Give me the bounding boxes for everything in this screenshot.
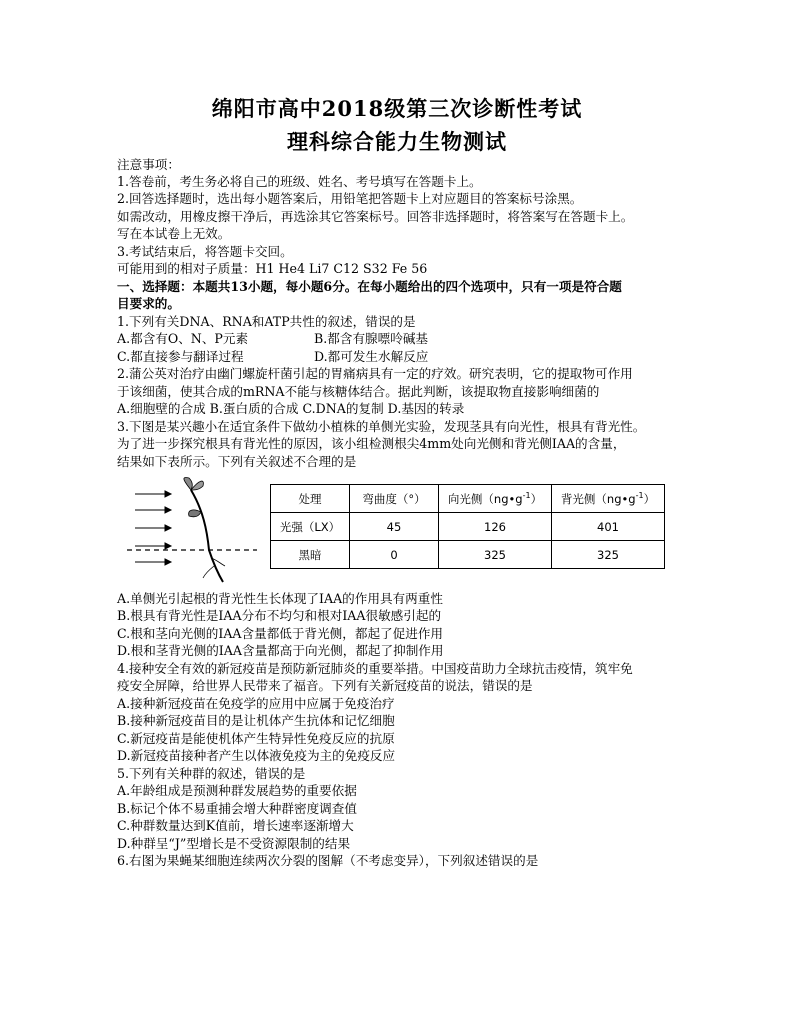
iaa-results-table — [270, 484, 665, 569]
table-cell: 黑暗 — [271, 541, 350, 569]
q4-option-c: C.新冠疫苗是能使机体产生特异性免疫反应的抗原 — [117, 731, 395, 746]
notes-heading: 注意事项： — [117, 157, 180, 172]
q4-option-d: D.新冠疫苗接种者产生以体液免疫为主的免疫反应 — [117, 748, 396, 763]
q1-option-d: D.都可发生水解反应 — [314, 349, 429, 364]
table-row — [271, 541, 665, 569]
q3-stem-cont2: 结果如下表所示。下列有关叙述不合理的是 — [117, 454, 357, 469]
q6-stem: 6.右图为果蝇某细胞连续两次分裂的图解（不考虑变异），下列叙述错误的是 — [117, 853, 539, 868]
section-heading: 一、选择题：本题共13小题，每小题6分。在每小题给出的四个选项中，只有一项是符合题 — [117, 279, 622, 294]
q4-option-a: A.接种新冠疫苗在免疫学的应用中应属于免疫治疗 — [117, 696, 395, 711]
table-cell: 0 — [350, 541, 439, 569]
exam-title: 绵阳市高中2018级第三次诊断性考试 — [211, 96, 583, 121]
q4-stem-cont: 疫安全屏障，给世界人民带来了福音。下列有关新冠疫苗的说法，错误的是 — [117, 678, 533, 693]
note-3: 3.考试结束后，将答题卡交回。 — [117, 244, 293, 259]
note-1: 1.答卷前，考生务必将自己的班级、姓名、考号填写在答题卡上。 — [117, 174, 482, 189]
q5-option-b: B.标记个体不易重捕会增大种群密度调查值 — [117, 801, 357, 816]
q1-option-a: A.都含有O、N、P元素 — [117, 331, 249, 346]
note-2-cont: 如需改动，用橡皮擦干净后，再选涂其它答案标号。回答非选择题时，将答案写在答题卡上。 — [117, 209, 634, 224]
table-header-cell: 背光侧$(ng•g^{-1})$ — [552, 485, 665, 513]
q5-option-a: A.年龄组成是预测种群发展趋势的重要依据 — [117, 783, 357, 798]
q2-stem-cont: 于该细菌，使其合成的mRNA不能与核糖体结合。据此判断，该提取物直接影响细菌的 — [117, 384, 600, 399]
exam-subtitle: 理科综合能力生物测试 — [287, 129, 507, 154]
q3-option-a: A.单侧光引起根的背光性生长体现了IAA的作用具有两重性 — [117, 591, 443, 606]
q4-option-b: B.接种新冠疫苗目的是让机体产生抗体和记忆细胞 — [117, 713, 395, 728]
q3-stem: 3.下图是某兴趣小在适宜条件下做幼小植株的单侧光实验，发现茎具有向光性，根具有背光性。 — [117, 419, 646, 434]
q1-option-b: B.都含有腺嘌呤碱基 — [314, 331, 429, 346]
table-header-row — [271, 485, 665, 513]
atomic-masses: 可能用到的相对子质量：H1 He4 Li7 C12 S32 Fe 56 — [117, 261, 428, 276]
plant-seedling-diagram — [117, 474, 267, 586]
note-2: 2.回答选择题时，选出每小题答案后，用铅笔把答题卡上对应题目的答案标号涂黑。 — [117, 191, 583, 206]
table-header-cell: 处理 — [271, 485, 350, 513]
table-cell: 45 — [350, 513, 439, 541]
q4-stem: 4.接种安全有效的新冠疫苗是预防新冠肺炎的重要举措。中国疫苗助力全球抗击疫情，筑牢免 — [117, 661, 633, 676]
q5-option-c: C.种群数量达到K值前，增长速率逐渐增大 — [117, 818, 354, 833]
q3-option-b: B.根具有背光性是IAA分布不均匀和根对IAA很敏感引起的 — [117, 608, 442, 623]
table-cell: 401 — [552, 513, 665, 541]
section-heading-cont: 目要求的。 — [117, 296, 180, 311]
table-cell: 126 — [439, 513, 552, 541]
q3-option-c: C.根和茎向光侧的IAA含量都低于背光侧，都起了促进作用 — [117, 626, 444, 641]
table-header-cell: 弯曲度（°） — [350, 485, 439, 513]
q5-stem: 5.下列有关种群的叙述，错误的是 — [117, 766, 306, 781]
q5-option-d: D.种群呈“J”型增长是不受资源限制的结果 — [117, 836, 351, 851]
table-cell: 光强（LX） — [271, 513, 350, 541]
table-cell: 325 — [552, 541, 665, 569]
q1-stem: 1.下列有关DNA、RNA和ATP共性的叙述，错误的是 — [117, 314, 416, 329]
note-2-cont2: 写在本试卷上无效。 — [117, 226, 231, 241]
q1-option-c: C.都直接参与翻译过程 — [117, 349, 244, 364]
table-row — [271, 513, 665, 541]
q2-stem: 2.蒲公英对治疗由幽门螺旋杆菌引起的胃痛病具有一定的疗效。研究表明，它的提取物可作用 — [117, 366, 633, 381]
table-header-cell: 向光侧$(ng•g^{-1})$ — [439, 485, 552, 513]
q3-figure — [117, 474, 677, 586]
table-cell: 325 — [439, 541, 552, 569]
q3-stem-cont: 为了进一步探究根具有背光性的原因，该小组检测根尖4mm处向光侧和背光侧IAA的含量， — [117, 436, 626, 451]
q3-option-d: D.根和茎背光侧的IAA含量都高于向光侧，都起了抑制作用 — [117, 643, 444, 658]
q2-options: A.细胞壁的合成 B.蛋白质的合成 C.DNA的复制 D.基因的转录 — [117, 401, 465, 416]
